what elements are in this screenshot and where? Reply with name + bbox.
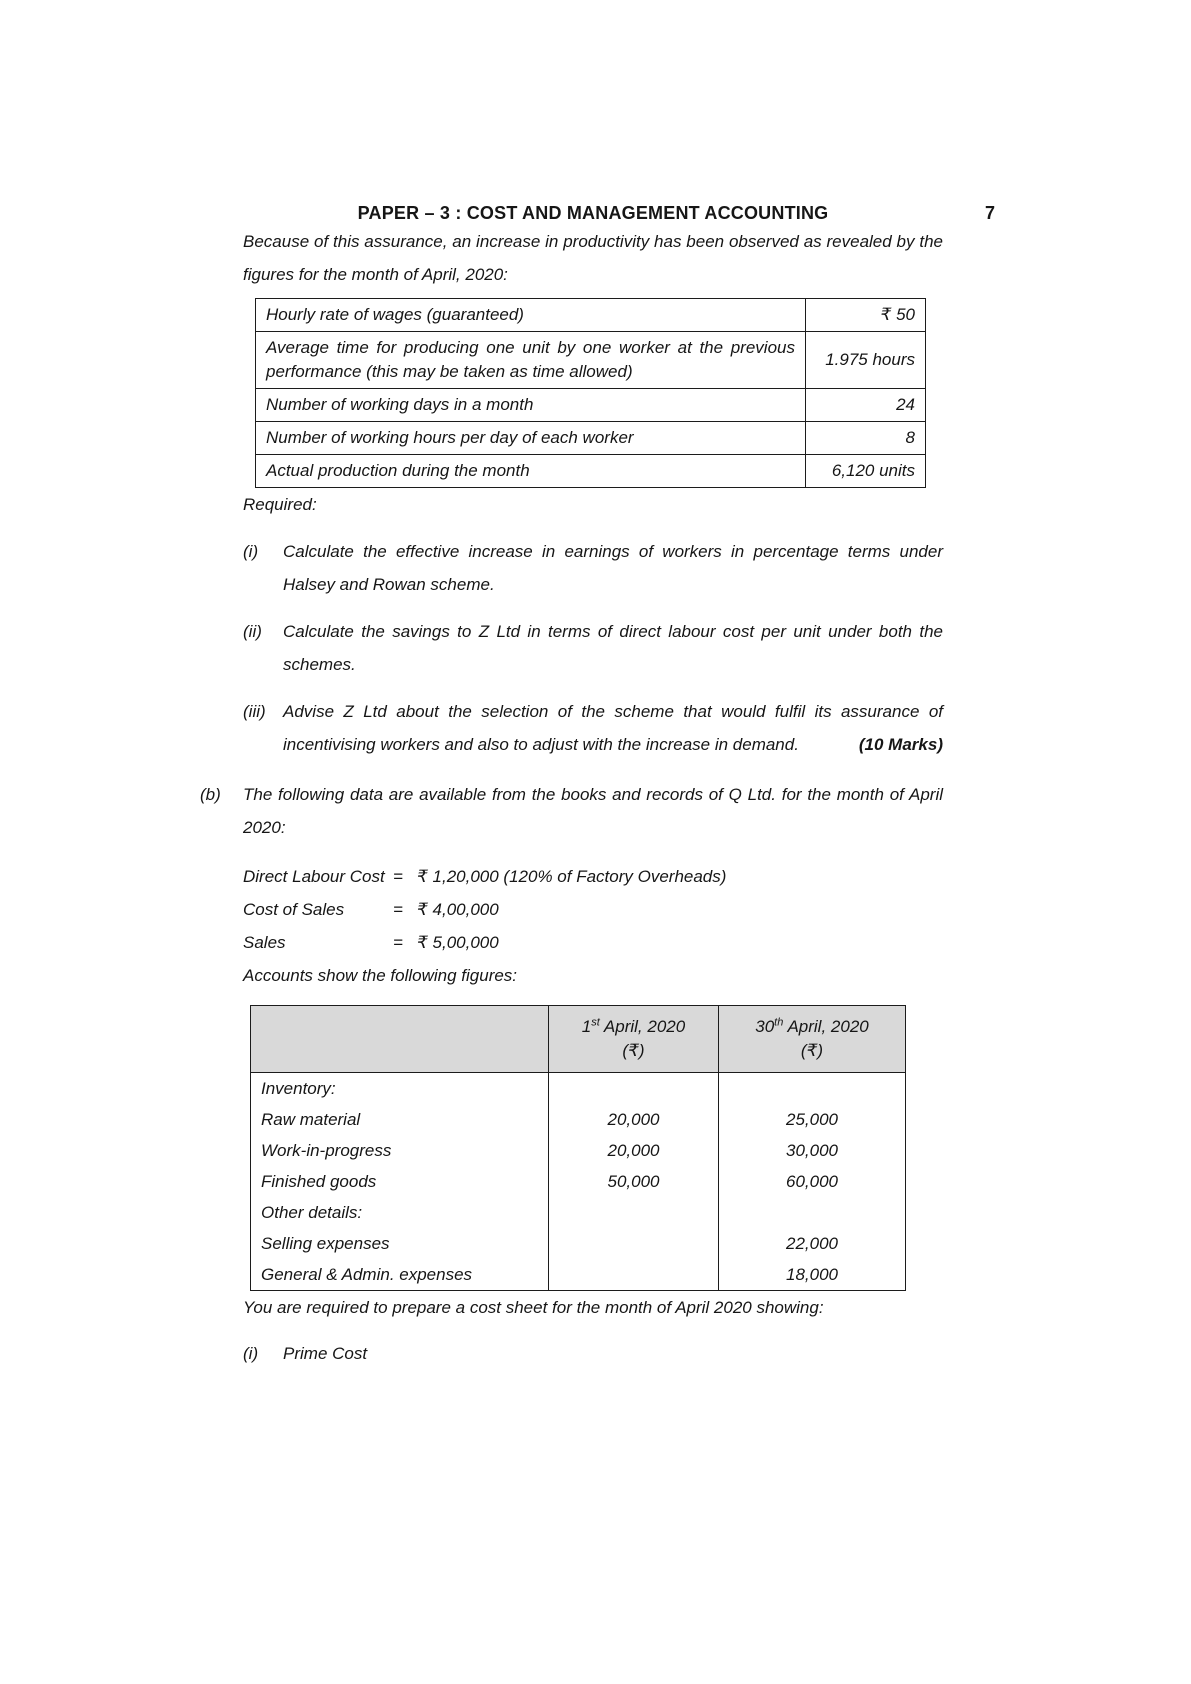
row-value-1: 20,000 <box>549 1135 719 1166</box>
header-date: 30th April, 2020 <box>755 1016 869 1036</box>
required-item-ii <box>243 615 943 681</box>
data-value: ₹ 1,20,000 (120% of Factory Overheads) <box>417 867 727 886</box>
row-label: Other details: <box>251 1197 549 1228</box>
item-marker: (i) <box>243 1344 259 1363</box>
cost-data-lines <box>243 860 943 959</box>
equals-sign: = <box>393 900 403 919</box>
table-row <box>251 1104 906 1135</box>
empty-header-cell <box>251 1006 549 1073</box>
row-label: General & Admin. expenses <box>251 1259 549 1291</box>
data-value: ₹ 4,00,000 <box>417 900 499 919</box>
table-row <box>251 1166 906 1197</box>
data-label: Direct Labour Cost <box>243 867 385 886</box>
table-row <box>256 299 926 332</box>
table-row <box>256 455 926 488</box>
productivity-figures-table <box>255 298 926 488</box>
row-label: Selling expenses <box>251 1228 549 1259</box>
row-label: Actual production during the month <box>256 455 806 488</box>
row-value-2 <box>719 1197 906 1228</box>
table-row <box>256 422 926 455</box>
row-label: Finished goods <box>251 1166 549 1197</box>
row-value-2: 30,000 <box>719 1135 906 1166</box>
data-label: Sales <box>243 933 286 952</box>
header-date: 1st April, 2020 <box>581 1016 686 1036</box>
question-body <box>200 225 943 1370</box>
required-label: Required: <box>243 495 317 514</box>
row-value-1 <box>549 1073 719 1105</box>
row-value-1: 20,000 <box>549 1104 719 1135</box>
item-marker: (iii) <box>243 702 266 721</box>
accounts-line: Accounts show the following figures: <box>243 966 518 985</box>
item-text-body: Advise Z Ltd about the selection of the scheme that would fulfil its assurance of incentivising workers and also to adjust with the increase in demand. <box>283 702 943 754</box>
row-value-2: 60,000 <box>719 1166 906 1197</box>
row-value: 6,120 units <box>806 455 926 488</box>
equals-sign: = <box>393 867 403 886</box>
row-value-1 <box>549 1228 719 1259</box>
accounts-figures-table <box>250 1005 906 1291</box>
row-label: Raw material <box>251 1104 549 1135</box>
row-value-2 <box>719 1073 906 1105</box>
data-line <box>243 860 943 893</box>
page-title: PAPER – 3 : COST AND MANAGEMENT ACCOUNTING <box>357 203 829 223</box>
marks-badge: (10 Marks) <box>858 735 943 754</box>
row-value-1: 50,000 <box>549 1166 719 1197</box>
row-label: Number of working days in a month <box>256 389 806 422</box>
page-number: 7 <box>984 203 995 223</box>
row-label: Hourly rate of wages (guaranteed) <box>256 299 806 332</box>
row-label: Average time for producing one unit by one worker at the previous performance (this may be taken as time allowed) <box>256 332 806 389</box>
data-value: ₹ 5,00,000 <box>417 933 499 952</box>
equals-sign: = <box>393 933 403 952</box>
row-value-1 <box>549 1259 719 1291</box>
row-value-1 <box>549 1197 719 1228</box>
data-line <box>243 893 943 926</box>
table-row <box>251 1197 906 1228</box>
row-value-2: 18,000 <box>719 1259 906 1291</box>
item-marker: (ii) <box>243 622 262 641</box>
row-label: Work-in-progress <box>251 1135 549 1166</box>
required-item-iii <box>243 695 943 761</box>
data-label: Cost of Sales <box>243 900 345 919</box>
row-label: Inventory: <box>251 1073 549 1105</box>
header-currency: (₹) <box>622 1041 645 1060</box>
row-value: 8 <box>806 422 926 455</box>
row-value: ₹ 50 <box>806 299 926 332</box>
row-value: 1.975 hours <box>806 332 926 389</box>
row-label: Number of working hours per day of each worker <box>256 422 806 455</box>
item-marker: (b) <box>200 785 221 804</box>
table-row <box>256 389 926 422</box>
data-line <box>243 926 943 959</box>
item-text: The following data are available from the books and records of Q Ltd. for the month of April 2020: <box>243 785 943 837</box>
header-currency: (₹) <box>800 1041 824 1060</box>
column-header-1-april <box>549 1006 719 1073</box>
item-text <box>283 695 943 761</box>
item-text: Calculate the savings to Z Ltd in terms of direct labour cost per unit under both the schemes. <box>283 622 943 674</box>
table-row <box>256 332 926 389</box>
intro-paragraph: Because of this assurance, an increase in productivity has been observed as revealed by the figures for the month of April, 2020: <box>243 232 943 284</box>
row-value-2: 22,000 <box>719 1228 906 1259</box>
table-header-row <box>251 1006 906 1073</box>
table-row <box>251 1135 906 1166</box>
sub-item-prime-cost <box>243 1337 943 1370</box>
document-header <box>243 203 995 225</box>
row-value: 24 <box>806 389 926 422</box>
item-marker: (i) <box>243 542 259 561</box>
closing-line: You are required to prepare a cost sheet for the month of April 2020 showing: <box>243 1298 824 1317</box>
row-value-2: 25,000 <box>719 1104 906 1135</box>
column-header-30-april <box>719 1006 906 1073</box>
table-row <box>251 1259 906 1291</box>
table-row <box>251 1073 906 1105</box>
part-b-item <box>200 778 943 844</box>
table-row <box>251 1228 906 1259</box>
required-item-i <box>243 535 943 601</box>
item-text: Prime Cost <box>283 1344 368 1363</box>
item-text: Calculate the effective increase in earnings of workers in percentage terms under Halsey and Rowan scheme. <box>283 542 943 594</box>
page-content <box>200 203 995 1370</box>
